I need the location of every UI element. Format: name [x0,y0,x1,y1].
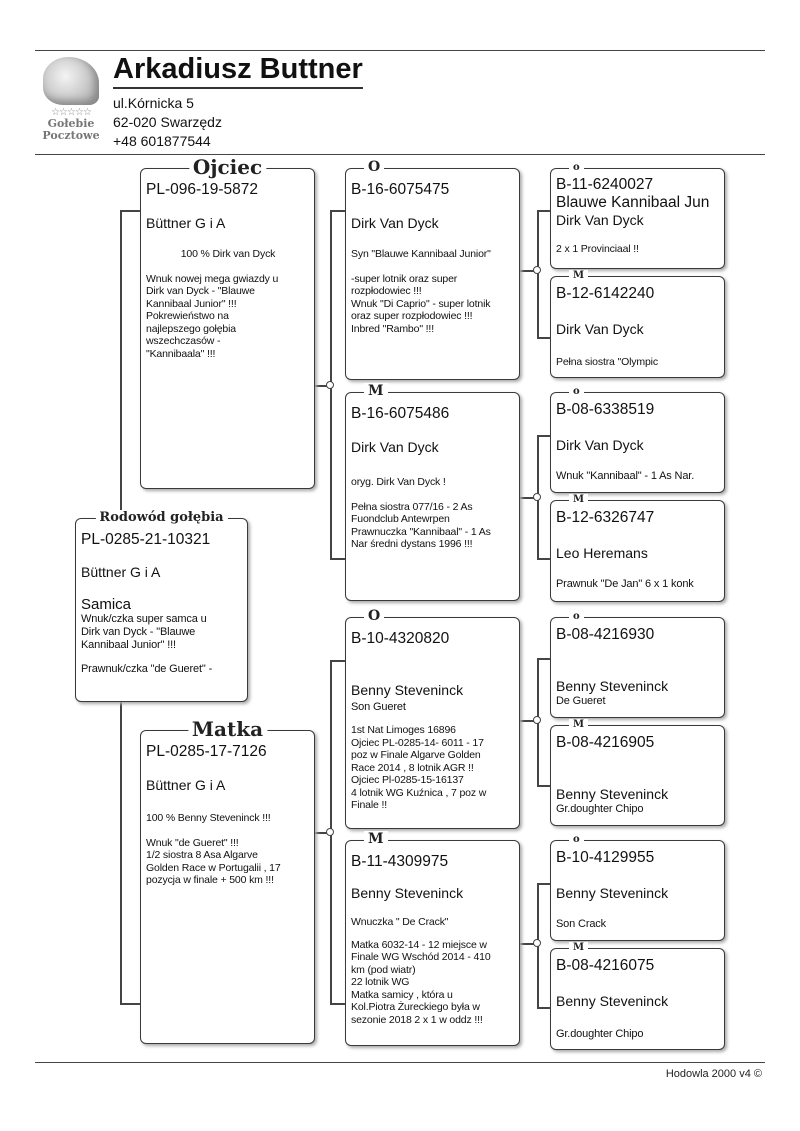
owner: Benny Steveninck [556,885,669,901]
connector [120,1003,140,1005]
ring-number: B-16-6075486 [351,405,450,422]
ancestor-card-mff [550,611,725,718]
note: Son Crack [556,918,607,930]
owner: Benny Steveninck [556,993,669,1009]
subject-legend: Rodowód gołębia [95,510,227,525]
note: Wnuk "Kannibaal" - 1 As Nar. [556,470,695,482]
ring-number: B-11-4309975 [351,853,449,870]
ring-number: B-10-4320820 [351,630,450,647]
note: Wnuk nowej mega gwiazdy u Dirk van Dyck - "Blauwe Kannibaal Junior" !!! Pokrewieństwo na najlepszego gołębia wszechczasów - "Kannibaala" !!! [146,272,279,360]
father-legend: Ojciec [189,156,266,178]
ring-number: B-12-6142240 [556,285,655,302]
connector-node [533,939,541,947]
connector [537,658,550,660]
connector [120,210,140,212]
owner: Büttner G i A [81,564,161,580]
logo-text-1: Gołebie [47,117,95,130]
connector-node [533,493,541,501]
mother-legend: Matka [188,718,267,740]
address-city: 62-020 Swarzędz [113,114,222,130]
owner: Benny Steveninck [351,885,464,901]
note: 100 % Dirk van Dyck [180,248,276,260]
note: De Gueret [556,695,606,707]
note: Prawnuk "De Jan" 6 x 1 konk [556,578,694,590]
owner: Dirk Van Dyck [556,212,644,228]
ancestor-card-mfm [550,719,725,826]
sex-legend: o [569,386,584,398]
header-divider [35,154,765,155]
mother-card [140,717,315,1044]
note: Pełna siostra "Olympic [556,356,658,368]
note: 2 x 1 Provinciaal !! [556,243,639,255]
owner: Dirk Van Dyck [556,321,644,337]
breeder-address [113,94,222,151]
sex-legend: o [569,611,584,623]
owner: Benny Steveninck [556,786,669,802]
sex-legend: M [364,383,388,399]
sex-legend: M [569,270,588,282]
ring-number: B-16-6075475 [351,181,450,198]
connector [537,883,550,885]
note: Matka 6032-14 - 12 miejsce w Finale WG Wschód 2014 - 410 km (pod wiatr) 22 lotnik WG Matka samicy , która u Kol.Piotra Żureckiego była w sezonie 2018 2 x 1 w oddz !!! [351,938,491,1026]
owner: Leo Heremans [556,545,648,561]
owner: Dirk Van Dyck [556,437,644,453]
owner: Benny Steveninck [351,682,464,698]
pigeon-head-icon [43,57,99,105]
sex: Samica [81,596,132,613]
note: 100 % Benny Steveninck !!! [146,812,271,824]
sex-legend: M [569,494,588,506]
connector [537,435,550,437]
owner: Dirk Van Dyck [351,215,439,231]
note: 1st Nat Limoges 16896 Ojciec PL-0285-14- 6011 - 17 poz w Finale Algarve Golden Race 2014 , 8 lotnik AGR !! Ojciec Pl-0285-15-16137 4 lotnik WG Kuźnica , 7 poz w Finale !! [351,724,487,811]
note: Wnuczka " De Crack" [351,916,449,928]
ring-number: PL-0285-21-10321 [81,531,211,548]
sex-legend: M [569,719,588,731]
connector-node [533,716,541,724]
connector [537,337,550,339]
ancestor-card-ffm [550,270,725,378]
connector-node [533,266,541,274]
connector [330,1003,345,1005]
owner: Büttner G i A [146,215,226,231]
connector [330,558,345,560]
sex-legend: o [569,834,584,846]
ancestor-card-fff [550,162,725,269]
owner: Büttner G i A [146,777,226,793]
software-credit: Hodowla 2000 v4 © [665,1068,762,1080]
note: Gr.doughter Chipo [556,1028,644,1040]
maternal-grandfather-card [345,608,520,829]
note: Gr.doughter Chipo [556,803,644,815]
note: Son Gueret [351,701,406,713]
note: Wnuk/czka super samca u Dirk van Dyck - "Blauwe Kannibaal Junior" !!! [81,613,207,651]
connector [537,558,550,560]
sex-legend: M [364,831,388,847]
connector [537,785,550,787]
subject-pigeon-card [75,510,248,702]
ancestor-card-mmf [550,834,725,941]
logo-stars: ☆☆☆☆☆ [51,107,91,118]
paternal-grandmother-card [345,383,520,601]
maternal-grandmother-card [345,831,520,1046]
ring-number: B-08-4216930 [556,626,655,643]
sex-legend: o [569,162,584,174]
ring-number: PL-096-19-5872 [146,181,259,198]
father-card [140,155,315,489]
note: Pełna siostra 077/16 - 2 As Fuondclub Antewrpen Prawnuczka "Kannibaal" - 1 As Nar średni dystans 1996 !!! [351,500,491,550]
ancestor-card-fmf [550,386,725,493]
ring-number: B-11-6240027 [556,176,654,193]
ancestor-card-fmm [550,494,725,602]
connector [537,210,539,338]
ring-number: B-10-4129955 [556,849,655,866]
owner: Benny Steveninck [556,678,669,694]
connector [537,1007,550,1009]
pigeon-logo [35,55,107,150]
address-street: ul.Kórnicka 5 [113,95,194,111]
note: Prawnuk/czka "de Gueret" - [81,663,213,675]
owner: Dirk Van Dyck [351,439,439,455]
note: oryg. Dirk Van Dyck ! [351,476,446,488]
ring-number: PL-0285-17-7126 [146,743,267,760]
connector [120,210,122,520]
connector [330,210,345,212]
pigeon-name: Blauwe Kannibaal Jun [556,194,710,211]
connector [330,660,345,662]
sex-legend: M [569,942,588,954]
footer-divider [35,1062,765,1063]
connector-node [326,381,334,389]
logo-text-2: Pocztowe [42,129,100,142]
connector [120,701,122,1003]
ring-number: B-08-4216905 [556,734,655,751]
paternal-grandfather-card [345,159,520,380]
sex-legend: O [364,608,384,624]
top-divider [35,50,765,51]
ancestor-card-mmm [550,942,725,1050]
connector-node [326,828,334,836]
breeder-name: Arkadiusz Buttner [113,52,363,89]
address-phone: +48 601877544 [113,133,211,149]
connector [537,210,550,212]
sex-legend: O [364,159,384,175]
ring-number: B-12-6326747 [556,509,655,526]
note: Syn "Blauwe Kannibaal Junior" [351,248,491,260]
note: -super lotnik oraz super rozpłodowiec !!! Wnuk "Di Caprio" - super lotnik oraz super rozpłodowiec !!! Inbred "Rambo" !!! [351,272,491,335]
ring-number: B-08-4216075 [556,957,655,974]
note: Wnuk "de Gueret" !!! 1/2 siostra 8 Asa Algarve Golden Race w Portugalii , 17 pozycja w finale + 500 km !!! [146,836,281,886]
ring-number: B-08-6338519 [556,401,655,418]
